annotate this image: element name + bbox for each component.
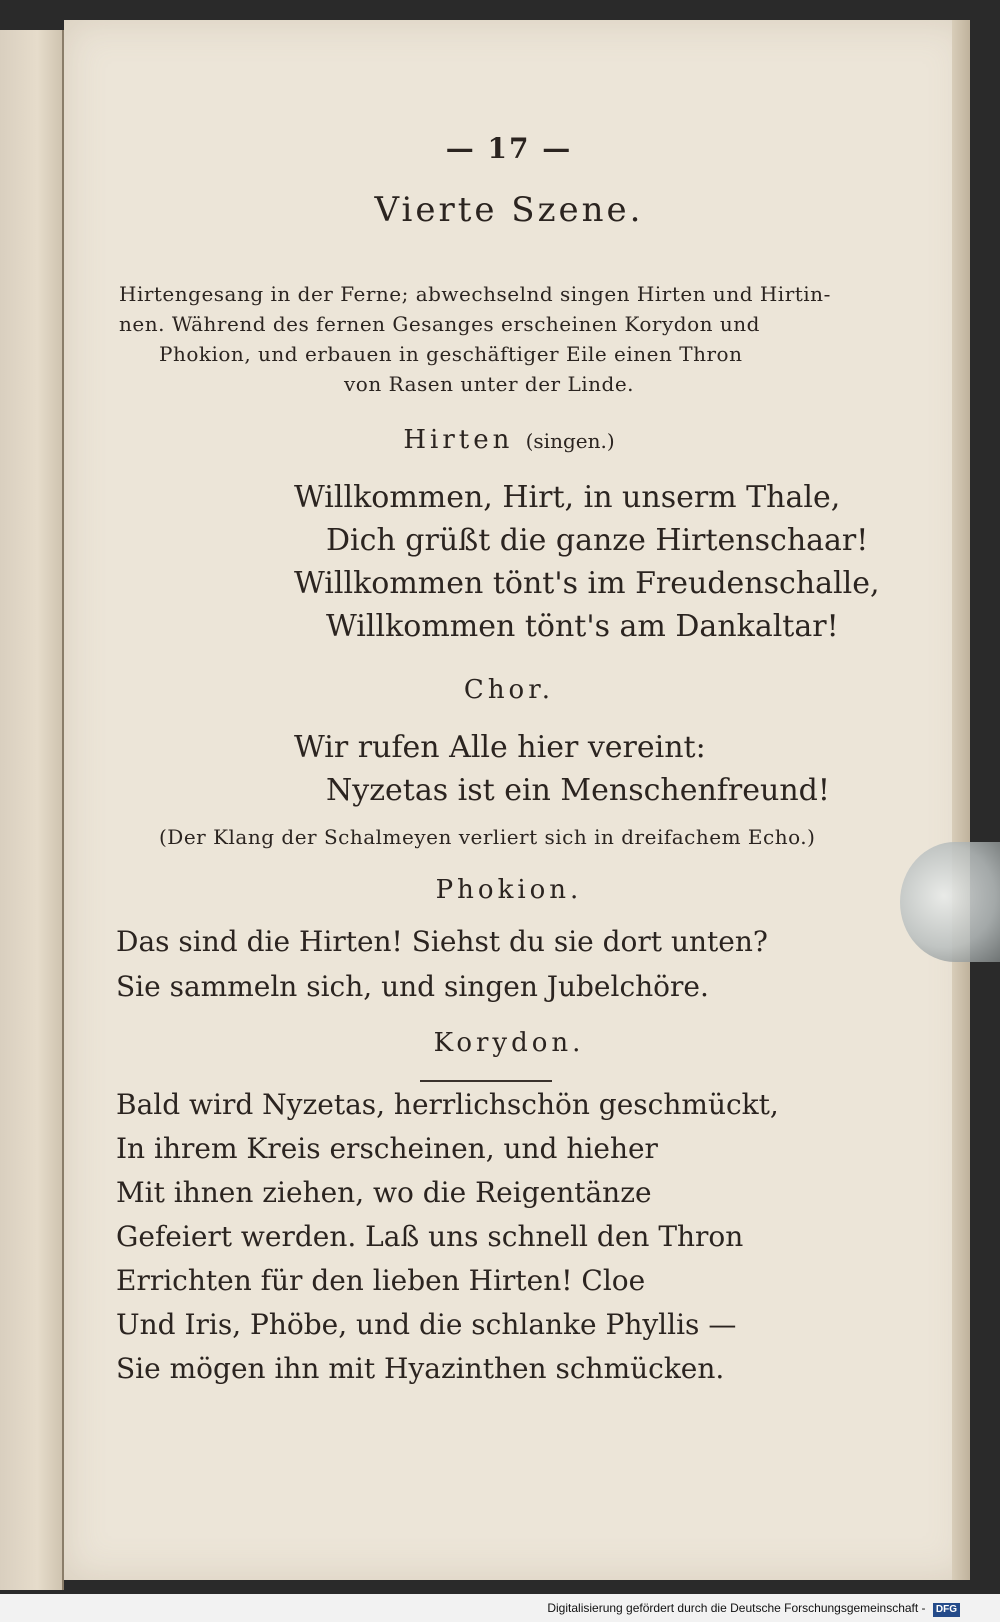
page-edge bbox=[952, 20, 970, 1580]
footer-text: Digitalisierung gefördert durch die Deutsche Forschungsgemeinschaft - bbox=[547, 1601, 926, 1615]
prose-line: Das sind die Hirten! Siehst du sie dort unten? bbox=[116, 925, 768, 958]
dfg-logo: DFG bbox=[933, 1603, 960, 1617]
stage-direction-line: Hirtengesang in der Ferne; abwechselnd singen Hirten und Hirtin- bbox=[119, 282, 831, 306]
verse-line: Dich grüßt die ganze Hirtenschaar! bbox=[326, 523, 869, 558]
speaker-chor: Chor. bbox=[463, 675, 555, 705]
prose-line: Sie mögen ihn mit Hyazinthen schmücken. bbox=[116, 1352, 725, 1385]
verse-line: Wir rufen Alle hier vereint: bbox=[294, 730, 706, 765]
prose-line: Sie sammeln sich, und singen Jubelchöre. bbox=[116, 970, 709, 1003]
speaker-hirten bbox=[64, 425, 954, 455]
verse-line: Willkommen tönt's im Freudenschalle, bbox=[294, 566, 880, 601]
verse-line: Willkommen tönt's am Dankaltar! bbox=[326, 609, 839, 644]
scene-title: Vierte Szene. bbox=[374, 190, 644, 230]
verse-line: Willkommen, Hirt, in unserm Thale, bbox=[294, 480, 841, 515]
speaker-korydon: Korydon. bbox=[433, 1028, 585, 1058]
speaker-note: (singen.) bbox=[525, 429, 615, 453]
left-page-edge bbox=[0, 30, 64, 1590]
prose-line: Errichten für den lieben Hirten! Cloe bbox=[116, 1264, 646, 1297]
stage-direction-line: Phokion, und erbauen in geschäftiger Eile einen Thron bbox=[159, 342, 743, 366]
prose-line: Und Iris, Phöbe, und die schlanke Phyllis — bbox=[116, 1308, 737, 1341]
stage-direction-line: nen. Während des fernen Gesanges erscheinen Korydon und bbox=[119, 312, 760, 336]
footer-credit bbox=[0, 1594, 1000, 1622]
speaker-phokion: Phokion. bbox=[435, 875, 583, 905]
speaker-underline bbox=[420, 1080, 552, 1082]
prose-line: Gefeiert werden. Laß uns schnell den Thron bbox=[116, 1220, 744, 1253]
prose-line: Bald wird Nyzetas, herrlichschön geschmückt, bbox=[116, 1088, 779, 1121]
page-number: — 17 — bbox=[445, 132, 573, 165]
prose-line: In ihrem Kreis erscheinen, und hieher bbox=[116, 1132, 658, 1165]
speaker-name: Hirten bbox=[403, 425, 514, 455]
book-page bbox=[64, 20, 970, 1580]
verse-line: Nyzetas ist ein Menschenfreund! bbox=[326, 773, 830, 808]
stage-direction-line: von Rasen unter der Linde. bbox=[344, 372, 635, 396]
stage-direction-echo: (Der Klang der Schalmeyen verliert sich in dreifachem Echo.) bbox=[159, 825, 816, 849]
page-clip bbox=[900, 842, 1000, 962]
prose-line: Mit ihnen ziehen, wo die Reigentänze bbox=[116, 1176, 652, 1209]
